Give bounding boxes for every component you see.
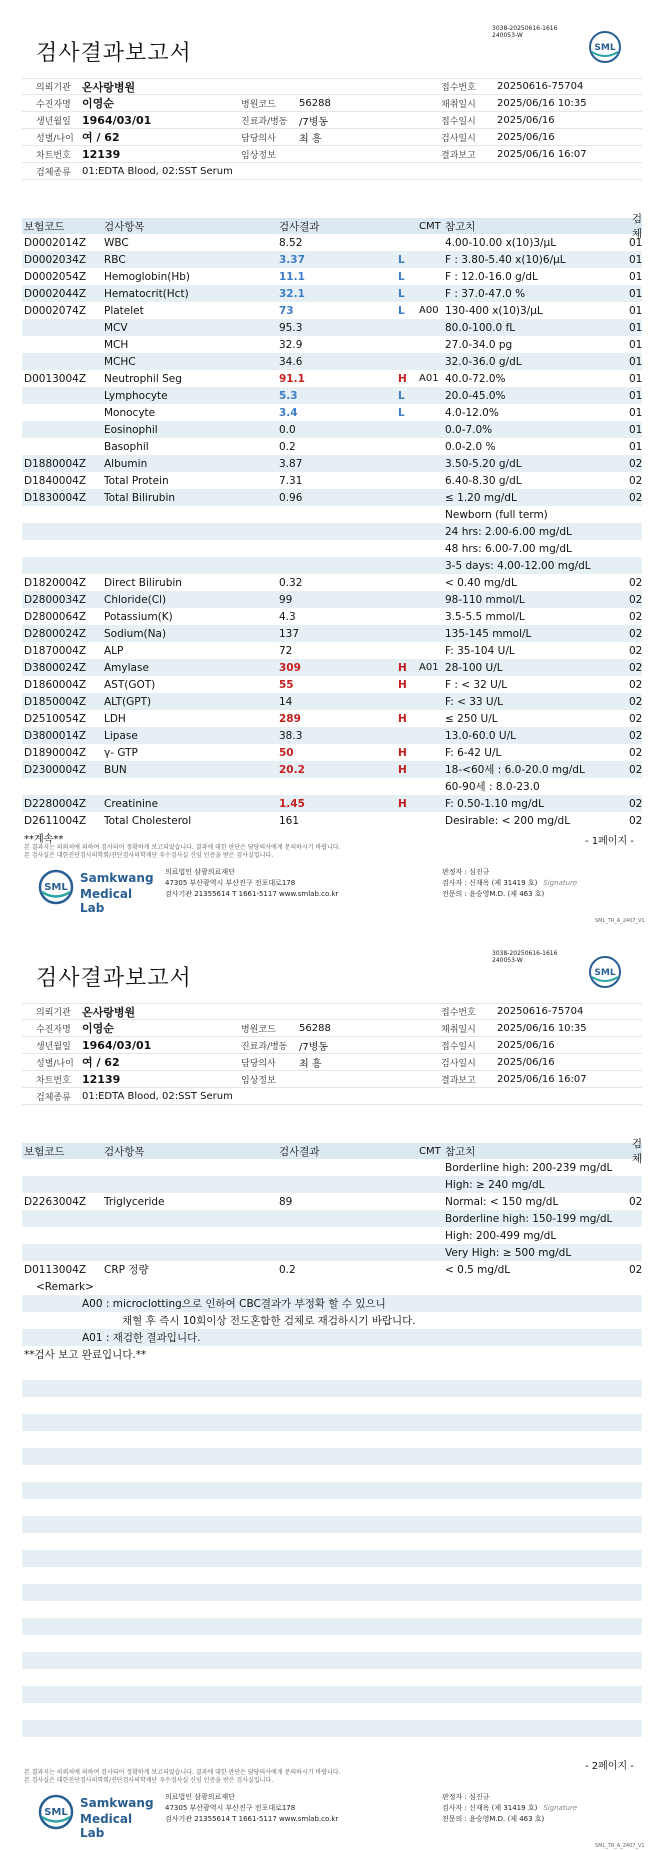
blank-row <box>22 1448 642 1465</box>
specimen-code: 02 <box>629 746 643 759</box>
insurance-code: D2280004Z <box>24 797 87 810</box>
test-result: 0.0 <box>279 423 296 436</box>
blank-row <box>22 1635 642 1652</box>
test-item: MCHC <box>104 355 136 368</box>
insurance-code: D1890004Z <box>24 746 87 759</box>
table-row <box>22 1210 642 1227</box>
result-flag: L <box>398 253 405 266</box>
comment-code: A00 <box>419 305 439 316</box>
test-result: 73 <box>279 304 294 317</box>
reference-range: Normal: < 150 mg/dL <box>445 1195 559 1208</box>
test-result: 5.3 <box>279 389 298 402</box>
table-row <box>22 472 642 489</box>
table-row <box>22 234 642 251</box>
result-flag: H <box>398 661 407 674</box>
test-result: 89 <box>279 1195 293 1208</box>
patient-header: 의뢰기관 온사랑병원 접수번호 20250616-75704 수진자명 이영순 병원코드 56288 채취일시 2025/06/16 10:35 생년월일 1964/03/01 진료과/병동 /7병동 접수일시 2025/06/16 성별/나이 여 / 62 담당의사 최 흥 검사일시 2025/06/16 차트번호 12139 임상정보 결과보고 2025/06/16 16:07 검체종류 01:EDTA Blood, 02:SST Serum <box>22 1003 642 1105</box>
table-row <box>22 591 642 608</box>
test-item: Chloride(Cl) <box>104 593 167 606</box>
reference-range: 98-110 mmol/L <box>445 593 525 606</box>
reference-range: 13.0-60.0 U/L <box>445 729 516 742</box>
result-flag: H <box>398 763 407 776</box>
lab-footer <box>22 865 642 915</box>
reference-range: F: 6-42 U/L <box>445 746 502 759</box>
table-row <box>22 676 642 693</box>
reference-range: Newborn (full term) <box>445 508 548 521</box>
table-row <box>22 574 642 591</box>
footer-note: 본 결과지는 의뢰처에 의하여 검사되어 정확하게 보고되었습니다. 결과에 대한 판단은 담당의사에게 문의하시기 바랍니다. <box>24 844 341 851</box>
continued-label: **계속** <box>24 834 64 845</box>
specimen-code: 02 <box>629 491 643 504</box>
test-result: 137 <box>279 627 300 640</box>
reference-range: F : 12.0-16.0 g/dL <box>445 270 538 283</box>
page-title: 검사결과보고서 <box>36 41 192 66</box>
test-result: 0.2 <box>279 1263 296 1276</box>
insurance-code: D3800014Z <box>24 729 87 742</box>
test-item: Lymphocyte <box>104 389 168 402</box>
result-flag: H <box>398 712 407 725</box>
svg-text:SML: SML <box>594 43 616 53</box>
test-item: WBC <box>104 236 129 249</box>
test-result: 0.32 <box>279 576 303 589</box>
insurance-code: D2510054Z <box>24 712 87 725</box>
page-number: - 1페이지 - <box>585 836 634 847</box>
reference-range: F: 35-104 U/L <box>445 644 515 657</box>
test-item: Lipase <box>104 729 138 742</box>
insurance-code: D2263004Z <box>24 1195 87 1208</box>
table-row <box>22 1159 642 1176</box>
test-item: Sodium(Na) <box>104 627 167 640</box>
reference-range: ≤ 250 U/L <box>445 712 498 725</box>
specimen-code: 01 <box>629 321 643 334</box>
specimen-code: 02 <box>629 457 643 470</box>
blank-row <box>22 1414 642 1431</box>
table-row <box>22 506 642 523</box>
blank-row <box>22 1703 642 1720</box>
blank-row <box>22 1567 642 1584</box>
reference-range: F : 3.80-5.40 x(10)6/μL <box>445 253 566 266</box>
test-item: Amylase <box>104 661 149 674</box>
svg-text:SML: SML <box>44 1807 68 1818</box>
reference-range: ≤ 1.20 mg/dL <box>445 491 517 504</box>
table-row <box>22 540 642 557</box>
reference-range: 28-100 U/L <box>445 661 503 674</box>
results-table <box>22 234 642 829</box>
specimen-code: 01 <box>629 304 643 317</box>
specimen-code: 02 <box>629 593 643 606</box>
specimen-code: 01 <box>629 372 643 385</box>
comment-code: A01 <box>419 373 439 384</box>
comment-code: A01 <box>419 662 439 673</box>
result-flag: L <box>398 287 405 300</box>
sml-logo-icon <box>588 955 622 989</box>
sex-age: 여 / 62 <box>82 131 120 144</box>
specimen-code: 02 <box>629 763 643 776</box>
reference-range: F: < 33 U/L <box>445 695 504 708</box>
table-row <box>22 455 642 472</box>
test-result: 289 <box>279 712 301 725</box>
table-row <box>22 778 642 795</box>
reference-range: F : < 32 U/L <box>445 678 508 691</box>
result-flag: H <box>398 678 407 691</box>
test-item: AST(GOT) <box>104 678 156 691</box>
test-item: γ- GTP <box>104 746 138 759</box>
test-item: Hemoglobin(Hb) <box>104 270 191 283</box>
blank-row <box>22 1533 642 1550</box>
samkwang-logo: SML Samkwang Medical Lab <box>38 1790 148 1834</box>
specimen-code: 02 <box>629 712 643 725</box>
specimen-code: 02 <box>629 729 643 742</box>
reference-range: < 0.5 mg/dL <box>445 1263 511 1276</box>
specimen-code: 02 <box>629 1263 643 1276</box>
table-row <box>22 693 642 710</box>
reference-range: 3.50-5.20 g/dL <box>445 457 522 470</box>
reference-range: F : 37.0-47.0 % <box>445 287 526 300</box>
test-item: BUN <box>104 763 127 776</box>
blank-row <box>22 1550 642 1567</box>
specimen-code: 02 <box>629 644 643 657</box>
specimen-code: 02 <box>629 678 643 691</box>
test-item: Albumin <box>104 457 148 470</box>
test-result: 32.9 <box>279 338 303 351</box>
table-row <box>22 761 642 778</box>
insurance-code: D2611004Z <box>24 814 87 827</box>
table-row <box>22 302 642 319</box>
test-item: Monocyte <box>104 406 156 419</box>
org-name: 온사랑병원 <box>82 80 136 94</box>
table-row <box>22 336 642 353</box>
remark-title: <Remark> <box>36 1280 94 1293</box>
page-number: - 2페이지 - <box>585 1761 634 1772</box>
insurance-code: D1830004Z <box>24 491 87 504</box>
results-table-header: 보험코드 검사항목 검사결과 CMT 참고치 검체 <box>24 213 642 240</box>
document-code: 3038-20250616-1616 240053-W <box>492 25 558 39</box>
reference-range: Borderline high: 200-239 mg/dL <box>445 1161 613 1174</box>
specimen-code: 02 <box>629 797 643 810</box>
specimen-code: 01 <box>629 338 643 351</box>
test-item: Hematocrit(Hct) <box>104 287 189 300</box>
test-item: LDH <box>104 712 126 725</box>
footer-note: 본 검사실은 대한진단검사의학회/진단검사의학재단 우수검사실 신임 인증을 받은 검사실입니다. <box>24 1777 274 1784</box>
reference-range: 4.00-10.00 x(10)3/μL <box>445 236 557 249</box>
test-result: 3.4 <box>279 406 298 419</box>
reference-range: High: 200-499 mg/dL <box>445 1229 557 1242</box>
report-page-2 <box>0 925 655 1850</box>
blank-row <box>22 1601 642 1618</box>
blank-row <box>22 1499 642 1516</box>
results-table-header: 보험코드 검사항목 검사결과 CMT 참고치 검체 <box>24 1138 642 1165</box>
table-row <box>22 625 642 642</box>
test-result: 4.3 <box>279 610 296 623</box>
test-item: Potassium(K) <box>104 610 173 623</box>
test-item: Eosinophil <box>104 423 158 436</box>
blank-row <box>22 1482 642 1499</box>
table-row <box>22 1261 642 1278</box>
table-row <box>22 744 642 761</box>
result-flag: L <box>398 389 405 402</box>
insurance-code: D2800024Z <box>24 627 87 640</box>
specimen-code: 01 <box>629 389 643 402</box>
chart-number: 12139 <box>82 147 121 161</box>
blank-row <box>22 1363 642 1380</box>
test-item: MCH <box>104 338 129 351</box>
table-row <box>22 387 642 404</box>
lab-info: 의료법인 삼광의료재단 47305 부산광역시 부산진구 전포대로178 검사기관 21355614 T 1661-5117 www.smlab.co.kr <box>165 868 339 898</box>
table-row <box>22 608 642 625</box>
result-flag: H <box>398 797 407 810</box>
test-result: 1.45 <box>279 797 305 810</box>
result-flag: L <box>398 304 405 317</box>
report-complete: **검사 보고 완료입니다.** <box>24 1349 147 1361</box>
blank-row <box>22 1652 642 1669</box>
footer-note: 본 결과지는 의뢰처에 의하여 검사되어 정확하게 보고되었습니다. 결과에 대한 판단은 담당의사에게 문의하시기 바랍니다. <box>24 1769 341 1776</box>
blank-row <box>22 1516 642 1533</box>
test-item: Direct Bilirubin <box>104 576 182 589</box>
remark-a01: A01 : 재검한 결과입니다. <box>22 1329 642 1346</box>
lab-footer <box>22 1790 642 1840</box>
table-row <box>22 370 642 387</box>
reference-range: 32.0-36.0 g/dL <box>445 355 522 368</box>
reference-range: Borderline high: 150-199 mg/dL <box>445 1212 613 1225</box>
insurance-code: D2300004Z <box>24 763 87 776</box>
sml-circle-icon <box>38 869 74 905</box>
reference-range: 48 hrs: 6.00-7.00 mg/dL <box>445 542 572 555</box>
reference-range: 18-<60세 : 6.0-20.0 mg/dL <box>445 764 585 776</box>
test-result: 20.2 <box>279 763 305 776</box>
insurance-code: D0002014Z <box>24 236 87 249</box>
blank-row <box>22 1686 642 1703</box>
specimen-code: 01 <box>629 253 643 266</box>
table-row <box>22 285 642 302</box>
test-result: 11.1 <box>279 270 305 283</box>
samkwang-logo: SML Samkwang Medical Lab <box>38 865 148 909</box>
table-row <box>22 489 642 506</box>
table-row <box>22 557 642 574</box>
test-result: 161 <box>279 814 300 827</box>
test-result: 99 <box>279 593 293 606</box>
blank-row <box>22 1720 642 1737</box>
reference-range: 3-5 days: 4.00-12.00 mg/dL <box>445 559 591 572</box>
reference-range: Very High: ≥ 500 mg/dL <box>445 1246 572 1259</box>
signature-mark: Signature <box>543 1804 578 1812</box>
footer-note: 본 검사실은 대한진단검사의학회/진단검사의학재단 우수검사실 신임 인증을 받은 검사실입니다. <box>24 852 274 859</box>
table-row <box>22 659 642 676</box>
reference-range: F: 0.50-1.10 mg/dL <box>445 797 544 810</box>
test-result: 0.96 <box>279 491 303 504</box>
birth-date: 1964/03/01 <box>82 113 152 127</box>
test-result: 309 <box>279 661 301 674</box>
lab-info: 의료법인 삼광의료재단 47305 부산광역시 부산진구 전포대로178 검사기관 21355614 T 1661-5117 www.smlab.co.kr <box>165 1793 339 1823</box>
insurance-code: D0002054Z <box>24 270 87 283</box>
page-title: 검사결과보고서 <box>36 966 192 991</box>
table-row <box>22 268 642 285</box>
test-result: 3.87 <box>279 457 303 470</box>
reference-range: 130-400 x(10)3/μL <box>445 304 543 317</box>
specimen-code: 01 <box>629 440 643 453</box>
test-item: RBC <box>104 253 126 266</box>
insurance-code: D1850004Z <box>24 695 87 708</box>
form-version: SML_TR_A_2407_V1 <box>595 1843 645 1849</box>
table-row <box>22 438 642 455</box>
specimen-code: 01 <box>629 236 643 249</box>
table-row <box>22 1227 642 1244</box>
test-result: 32.1 <box>279 287 305 300</box>
test-item: ALT(GPT) <box>104 695 152 708</box>
patient-header: 의뢰기관 온사랑병원 접수번호 20250616-75704 수진자명 이영순 병원코드 56288 채취일시 2025/06/16 10:35 생년월일 1964/03/01 진료과/병동 /7병동 접수일시 2025/06/16 성별/나이 여 / 62 담당의사 최 흥 검사일시 2025/06/16 차트번호 12139 임상정보 결과보고 2025/06/16 16:07 검체종류 01:EDTA Blood, 02:SST Serum <box>22 78 642 180</box>
patient-name: 이영순 <box>82 97 114 110</box>
reference-range: < 0.40 mg/dL <box>445 576 517 589</box>
test-result: 91.1 <box>279 372 305 385</box>
specimen-code: 02 <box>629 610 643 623</box>
specimen-code: 02 <box>629 627 643 640</box>
test-result: 50 <box>279 746 294 759</box>
test-result: 34.6 <box>279 355 303 368</box>
signatures: 판정자 : 심진규 검사자 : 신재옥 (제 31419 호) Signature 전문의 : 윤승영M.D. (제 463 호) <box>442 1793 578 1823</box>
results-table <box>22 1159 642 1278</box>
insurance-code: D1880004Z <box>24 457 87 470</box>
test-result: 8.52 <box>279 236 303 249</box>
specimen-code: 01 <box>629 355 643 368</box>
insurance-code: D2800064Z <box>24 610 87 623</box>
table-row <box>22 421 642 438</box>
insurance-code: D1820004Z <box>24 576 87 589</box>
table-row <box>22 710 642 727</box>
signatures: 판정자 : 심진규 검사자 : 신재옥 (제 31419 호) Signature 전문의 : 윤승영M.D. (제 463 호) <box>442 868 578 898</box>
test-item: Triglyceride <box>104 1195 165 1208</box>
specimen-code: 01 <box>629 287 643 300</box>
blank-row <box>22 1737 642 1754</box>
table-row <box>22 319 642 336</box>
blank-row <box>22 1669 642 1686</box>
test-result: 0.2 <box>279 440 296 453</box>
insurance-code: D3800024Z <box>24 661 87 674</box>
result-flag: L <box>398 406 405 419</box>
insurance-code: D0002044Z <box>24 287 87 300</box>
form-version: SML_TR_A_2407_V1 <box>595 918 645 924</box>
sml-logo-icon <box>588 30 622 64</box>
table-row <box>22 404 642 421</box>
test-item: Creatinine <box>104 797 159 810</box>
table-row <box>22 353 642 370</box>
reference-range: 4.0-12.0% <box>445 406 499 419</box>
remark-a00: A00 : microclotting으로 인하여 CBC결과가 부정확 할 수 있으니 <box>22 1295 642 1312</box>
specimen-code: 02 <box>629 661 643 674</box>
insurance-code: D1860004Z <box>24 678 87 691</box>
test-result: 38.3 <box>279 729 303 742</box>
test-item: Total Protein <box>104 474 169 487</box>
blank-row <box>22 1397 642 1414</box>
test-item: CRP 정량 <box>104 1264 149 1276</box>
remarks-section <box>22 1278 642 1363</box>
result-flag: H <box>398 746 407 759</box>
reference-range: 60-90세 : 8.0-23.0 <box>445 781 540 793</box>
document-code: 3038-20250616-1616 240053-W <box>492 950 558 964</box>
insurance-code: D1840004Z <box>24 474 87 487</box>
blank-row <box>22 1618 642 1635</box>
test-item: Total Bilirubin <box>104 491 176 504</box>
table-row <box>22 1244 642 1261</box>
blank-rows <box>22 1363 642 1754</box>
specimen-code: 01 <box>629 270 643 283</box>
table-row <box>22 642 642 659</box>
specimen-types: 01:EDTA Blood, 02:SST Serum <box>82 165 233 177</box>
specimen-code: 02 <box>629 814 643 827</box>
signature-mark: Signature <box>543 879 578 887</box>
reference-range: 0.0-7.0% <box>445 423 493 436</box>
blank-row <box>22 1465 642 1482</box>
test-result: 14 <box>279 695 293 708</box>
table-row <box>22 251 642 268</box>
insurance-code: D1870004Z <box>24 644 87 657</box>
table-row <box>22 727 642 744</box>
specimen-code: 02 <box>629 695 643 708</box>
insurance-code: D0002074Z <box>24 304 87 317</box>
specimen-code: 01 <box>629 423 643 436</box>
reference-range: 27.0-34.0 pg <box>445 338 513 351</box>
table-row <box>22 795 642 812</box>
reference-range: 80.0-100.0 fL <box>445 321 516 334</box>
table-row <box>22 812 642 829</box>
result-flag: L <box>398 270 405 283</box>
test-result: 95.3 <box>279 321 303 334</box>
insurance-code: D0013004Z <box>24 372 87 385</box>
reference-range: 6.40-8.30 g/dL <box>445 474 522 487</box>
svg-text:SML: SML <box>44 882 68 893</box>
sml-circle-icon <box>38 1794 74 1830</box>
specimen-code: 02 <box>629 1195 643 1208</box>
reference-range: 0.0-2.0 % <box>445 440 496 453</box>
reference-range: 3.5-5.5 mmol/L <box>445 610 525 623</box>
result-flag: H <box>398 372 407 385</box>
reference-range: High: ≥ 240 mg/dL <box>445 1178 545 1191</box>
reference-range: 20.0-45.0% <box>445 389 506 402</box>
blank-row <box>22 1431 642 1448</box>
reference-range: Desirable: < 200 mg/dL <box>445 814 571 827</box>
table-row <box>22 1176 642 1193</box>
test-item: Neutrophil Seg <box>104 372 182 385</box>
test-item: MCV <box>104 321 128 334</box>
test-item: Total Cholesterol <box>104 814 192 827</box>
test-result: 55 <box>279 678 294 691</box>
reference-range: 24 hrs: 2.00-6.00 mg/dL <box>445 525 572 538</box>
remark-a00-detail: 채혈 후 즉시 10회이상 전도혼합한 검체로 재검하시기 바랍니다. <box>122 1315 416 1327</box>
insurance-code: D2800034Z <box>24 593 87 606</box>
specimen-code: 01 <box>629 406 643 419</box>
specimen-code: 02 <box>629 474 643 487</box>
test-item: Platelet <box>104 304 144 317</box>
blank-row <box>22 1584 642 1601</box>
test-result: 72 <box>279 644 293 657</box>
table-row <box>22 523 642 540</box>
table-row <box>22 1193 642 1210</box>
test-item: ALP <box>104 644 124 657</box>
blank-row <box>22 1380 642 1397</box>
insurance-code: D0002034Z <box>24 253 87 266</box>
reference-range: 40.0-72.0% <box>445 372 506 385</box>
test-result: 3.37 <box>279 253 305 266</box>
specimen-code: 02 <box>629 576 643 589</box>
test-item: Basophil <box>104 440 149 453</box>
test-result: 7.31 <box>279 474 303 487</box>
svg-text:SML: SML <box>594 968 616 978</box>
reference-range: 135-145 mmol/L <box>445 627 532 640</box>
insurance-code: D0113004Z <box>24 1263 87 1276</box>
